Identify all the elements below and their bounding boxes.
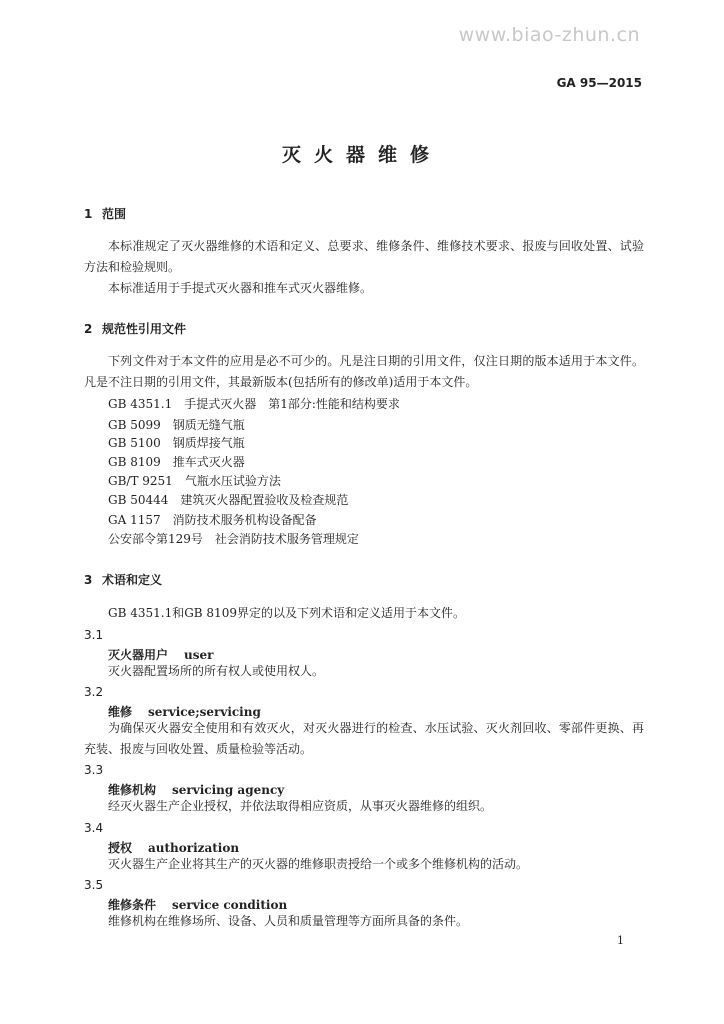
term-english: service;servicing (148, 705, 261, 719)
reference-title: 推车式灭火器 (172, 455, 245, 469)
reference-item (108, 472, 281, 489)
term-number: 3.1 (84, 628, 104, 642)
reference-title: 手提式灭火器 第1部分:性能和结构要求 (184, 397, 400, 411)
term-number: 3.5 (84, 878, 104, 892)
term-english: service condition (172, 898, 288, 912)
section-number: 3 (84, 573, 93, 587)
reference-code: GA 1157 (108, 513, 161, 527)
term-chinese: 灭火器用户 (108, 648, 169, 662)
reference-code: GB 5099 (108, 418, 161, 432)
term-number: 3.3 (84, 763, 104, 777)
term-chinese: 维修机构 (108, 783, 157, 797)
reference-code: GB 4351.1 (108, 397, 173, 411)
term-chinese: 维修 (108, 705, 133, 719)
reference-item (108, 416, 245, 433)
reference-item (108, 511, 317, 528)
section-title: 规范性引用文件 (102, 322, 187, 336)
section-number: 1 (84, 207, 93, 221)
term-english: servicing agency (172, 783, 285, 797)
reference-code: GB 5100 (108, 436, 161, 450)
reference-item (108, 395, 400, 412)
term-definition: 经灭火器生产企业授权，并依法取得相应资质，从事灭火器维修的组织。 (108, 799, 493, 813)
document-title: 灭火器维修 (281, 144, 442, 166)
term-definition: 灭火器生产企业将其生产的灭火器的维修职责授给一个或多个维修机构的活动。 (108, 857, 529, 871)
section-1-paragraph: 本标准适用于手提式灭火器和推车式灭火器维修。 (108, 281, 373, 295)
reference-code: GB 8109 (108, 455, 161, 469)
reference-title: 消防技术服务机构设备配备 (172, 513, 317, 527)
section-1-heading (84, 205, 126, 222)
term-definition: 为确保灭火器安全使用和有效灭火，对灭火器进行的检查、水压试验、灭火剂回收、零部件更换、再充装、报废与回收处置、质量检验等活动。 (84, 721, 644, 756)
term-english: authorization (148, 841, 240, 855)
section-title: 范围 (102, 207, 127, 221)
term-chinese: 维修条件 (108, 898, 157, 912)
page-number: 1 (617, 934, 624, 947)
term-english: user (184, 648, 214, 662)
reference-code: GB 50444 (108, 493, 169, 507)
term-chinese: 授权 (108, 841, 133, 855)
reference-item (108, 434, 245, 451)
watermark: www.biao-zhun.cn (458, 24, 640, 46)
section-1-paragraph: 本标准规定了灭火器维修的术语和定义、总要求、维修条件、维修技术要求、报废与回收处置、试验方法和检验规则。 (84, 239, 644, 274)
reference-code: GB/T 9251 (108, 474, 173, 488)
reference-title: 钢质无缝气瓶 (172, 418, 245, 432)
term-definition: 维修机构在维修场所、设备、人员和质量管理等方面所具备的条件。 (108, 914, 469, 928)
reference-title: 钢质焊接气瓶 (172, 436, 245, 450)
reference-title: 社会消防技术服务管理规定 (214, 532, 359, 546)
section-title: 术语和定义 (102, 573, 163, 587)
reference-title: 建筑灭火器配置验收及检查规范 (180, 493, 349, 507)
section-number: 2 (84, 322, 93, 336)
term-number: 3.4 (84, 821, 104, 835)
term-number: 3.2 (84, 685, 104, 699)
reference-title: 气瓶水压试验方法 (184, 474, 281, 488)
section-3-intro: GB 4351.1和GB 8109界定的以及下列术语和定义适用于本文件。 (108, 606, 465, 620)
reference-item (108, 530, 359, 547)
reference-code: 公安部令第129号 (108, 532, 203, 546)
section-3-heading (84, 571, 162, 588)
standard-number: GA 95—2015 (556, 76, 642, 90)
section-2-heading (84, 320, 186, 337)
term-definition: 灭火器配置场所的所有权人或使用权人。 (108, 664, 325, 678)
reference-item (108, 491, 348, 508)
section-2-intro: 下列文件对于本文件的应用是必不可少的。凡是注日期的引用文件，仅注日期的版本适用于本文件。凡是不注日期的引用文件，其最新版本(包括所有的修改单)适用于本文件。 (84, 354, 644, 389)
reference-item (108, 453, 245, 470)
